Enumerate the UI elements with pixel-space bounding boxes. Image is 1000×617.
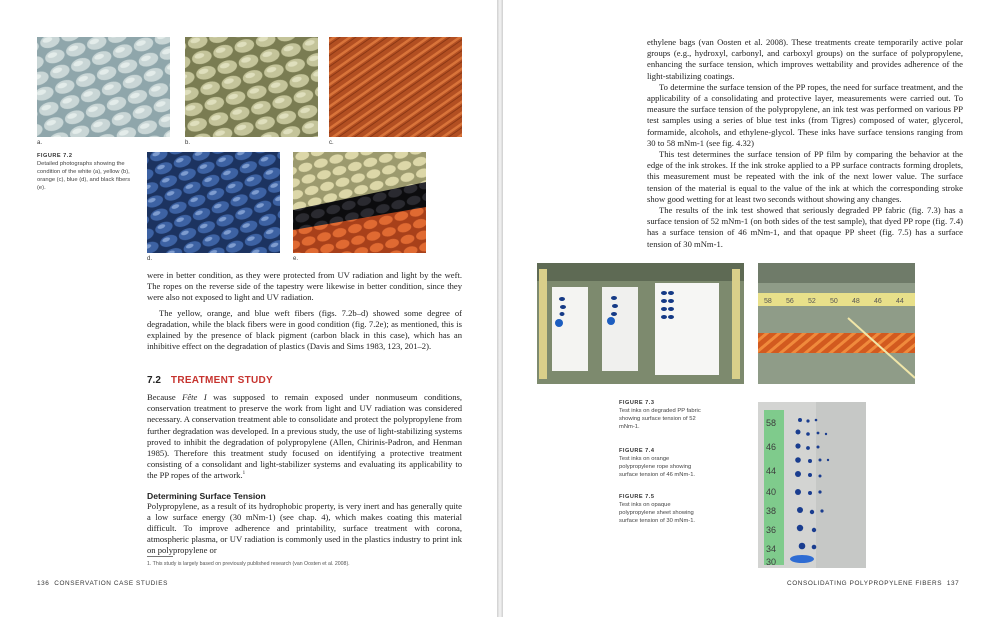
figure-7-5-caption	[619, 494, 705, 525]
photo-ink-test-fabric	[537, 263, 744, 384]
sheet-value: 36	[766, 525, 777, 535]
right-body	[647, 37, 963, 250]
footnote-rule	[147, 556, 173, 557]
paragraph: The yellow, orange, and blue weft fibers (figs. 7.2b–d) showed some degree of degradation, while the black fibers were in good condition (fig. 7.2e); as mentioned, this is explained by the presence of black pigment (carbon black in this case), which has an inhibitive effect on the degradation of plastics (Davis and Sims 1983, 123, 201–2).	[147, 307, 462, 352]
left-body-top	[147, 270, 462, 352]
folio-left	[37, 580, 168, 587]
paragraph: Because Fête I was supposed to remain exposed under nonmuseum conditions, conservation treatment to preserve the work from light and UV radiation was considered necessary. A conservation treatment able to consolidate and protect the polypropylene from further degradation was developed. In a previous study, the use of light-stabilizing systems proved to inhibit the degradation of polypropylene (Allen, Chirinis-Padron, and Henman 1985). Therefore this treatment study focused on identifying a protective treatment consisting of a consolidant and light-stabilizer systems and evaluating its applicability to the PP ropes of the artwork.$^1$	[147, 392, 463, 481]
running-head: CONSOLIDATING POLYPROPYLENE FIBERS	[787, 580, 943, 587]
footnote: 1. This study is largely based on previously published research (van Oosten et al. 2008).	[147, 561, 350, 567]
photo-label-d: d.	[147, 256, 153, 262]
caption-text: Test inks on opaque polypropylene sheet showing surface tension of 30 mNm-1.	[619, 502, 696, 524]
page-number: 136	[37, 580, 50, 587]
sheet-value: 34	[766, 544, 777, 554]
photo-black-fibers	[293, 152, 426, 253]
folio-right	[787, 580, 959, 587]
paragraph: This test determines the surface tension of PP film by comparing the behavior at the edge of the ink strokes. If the ink stroke applied to a PP surface contracts forming droplets, this measurement must be repeated with the ink of the next lower value. The surface tension of the material is equal to the value of the ink at which the corresponding stroke show good wetting for at least two seconds without showing any changes.	[647, 149, 963, 204]
sheet-value: 46	[766, 442, 777, 452]
photo-label-b: b.	[185, 140, 191, 146]
caption-text: Test inks on degraded PP fabric showing surface tension of 52 mNm-1.	[619, 408, 701, 430]
paragraph: The results of the ink test showed that seriously degraded PP fabric (fig. 7.3) has a surface tension of 52 mNm-1 (on both sides of the test sample), that dyed PP rope (fig. 7.4) has a surface tension of 46 mNm-1, and that opaque PP sheet (fig. 7.5) has a surface tension of 30 mNm-1.	[647, 205, 963, 249]
paragraph: Polypropylene, as a result of its hydrophobic property, is very inert and has generally quite a low surface energy (30 mNm-1) (see chap. 4), which makes coating this material difficult. To improve adherence and printability, surface treatment with corona, atmospheric plasma, or UV radiation is commonly used in the plastics industry to print ink on polypropylene or	[147, 500, 462, 556]
photo-ink-test-sheet	[758, 402, 866, 568]
photo-ink-test-rope	[758, 263, 915, 384]
sheet-value: 38	[766, 506, 777, 516]
photo-orange-fibers	[329, 37, 462, 137]
photo-label-e: e.	[293, 256, 299, 262]
caption-text: Test inks on orange polypropylene rope showing surface tension of 46 mNm-1.	[619, 456, 696, 478]
caption-title: FIGURE 7.5	[619, 494, 655, 500]
sheet-value: 58	[766, 418, 777, 428]
sheet-value: 40	[766, 487, 777, 497]
strip-value: 52	[808, 298, 816, 305]
photo-white-fibers	[37, 37, 170, 137]
caption-text: Detailed photographs showing the condition of the white (a), yellow (b), orange (c), blue (d), and black fibers (e).	[37, 161, 131, 191]
photo-label-c: c.	[329, 140, 334, 146]
strip-value: 58	[764, 298, 772, 305]
strip-value: 44	[896, 298, 904, 305]
subheading: Determining Surface Tension	[147, 490, 266, 501]
strip-value: 50	[830, 298, 838, 305]
strip-value: 56	[786, 298, 794, 305]
running-head: CONSERVATION CASE STUDIES	[54, 580, 168, 587]
strip-value: 48	[852, 298, 860, 305]
sheet-value: 44	[766, 466, 777, 476]
caption-title: FIGURE 7.4	[619, 448, 655, 454]
sheet-value: 30	[766, 557, 777, 567]
photo-blue-fibers	[147, 152, 280, 253]
left-body-bottom	[147, 392, 462, 557]
page-number: 137	[946, 580, 960, 587]
right-page	[503, 0, 1000, 617]
footnote-ref: 1	[242, 471, 246, 477]
figure-7-3-caption	[619, 400, 705, 431]
caption-title: FIGURE 7.2	[37, 153, 73, 159]
figure-7-4-caption	[619, 448, 705, 479]
caption-title: FIGURE 7.3	[619, 400, 655, 406]
artwork-title: Fête I	[182, 392, 207, 402]
strip-value: 46	[874, 298, 882, 305]
paragraph: ethylene bags (van Oosten et al. 2008). These treatments create temporarily active polar groups (e.g., hydroxyl, carbonyl, and carboxyl groups) on the surface of polypropylene, enhancing the surface tension, which improves wettability and provides adherence of the light-stabilizing coatings.	[647, 37, 963, 81]
left-page	[0, 0, 497, 617]
photo-label-a: a.	[37, 140, 43, 146]
paragraph: were in better condition, as they were protected from UV radiation and light by the weft. The ropes on the reverse side of the tapestry were likewise in better condition, since they were also not exposed to light and UV radiation.	[147, 270, 462, 303]
paragraph: To determine the surface tension of the PP ropes, the need for surface treatment, and the applicability of a consolidating and protective layer, measurements were carried out. To measure the surface tension of the polypropylene, an ink test was performed on various PP test samples using a series of blue test inks (from Tigres) composed of water, glycerol, formamide, alcohols, and ethylene-glycol. These inks have surface tensions ranging from 30 to 58 mNm-1 (see fig. 4.32)	[647, 81, 963, 148]
figure-7-2-caption	[37, 153, 137, 192]
photo-yellow-fibers	[185, 37, 318, 137]
section-heading	[147, 370, 462, 388]
section-title: TREATMENT STUDY	[170, 375, 273, 386]
section-number: 7.2	[147, 375, 161, 386]
